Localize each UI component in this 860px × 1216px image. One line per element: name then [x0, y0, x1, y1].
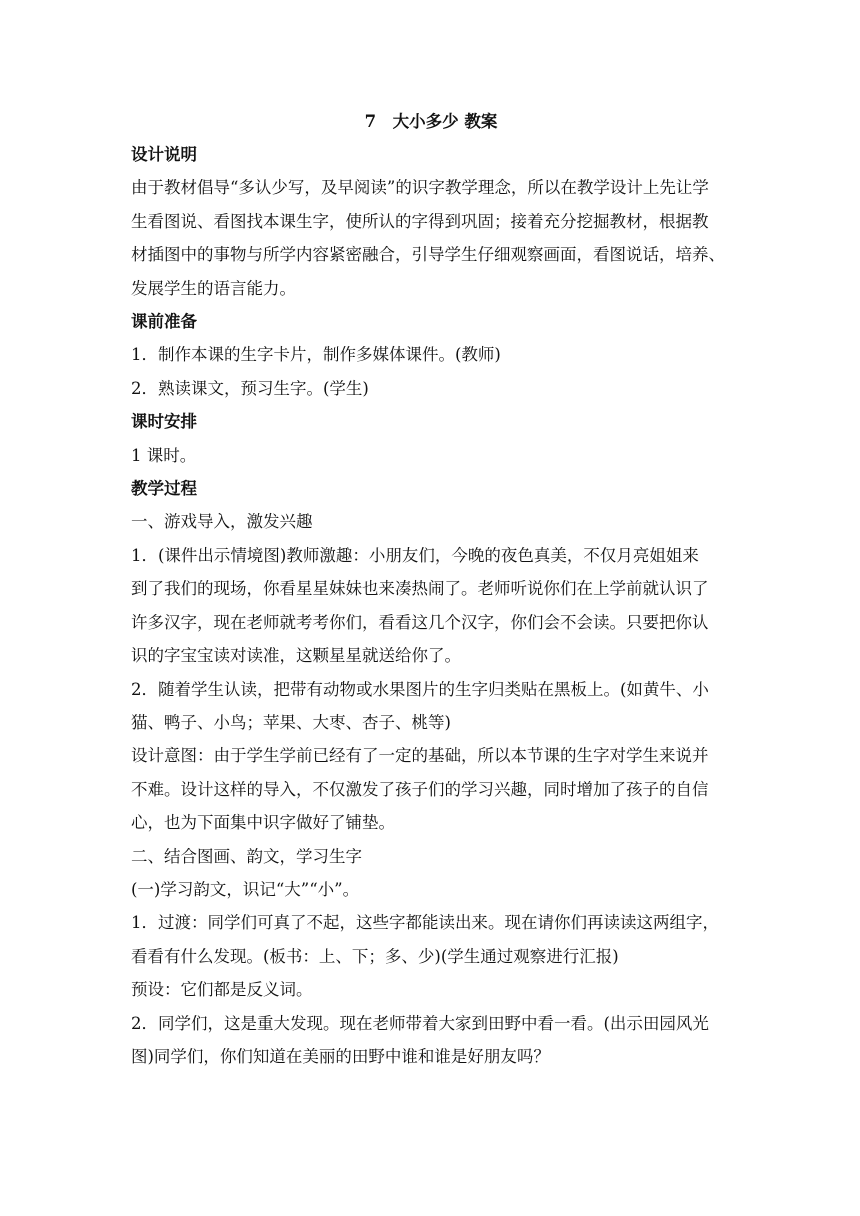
text-line: 1．过渡：同学们可真了不起，这些字都能读出来。现在请你们再读读这两组字， [131, 913, 719, 933]
text-line: 不难。设计这样的导入，不仅激发了孩子们的学习兴趣，同时增加了孩子的自信 [131, 779, 709, 799]
text-line: 生看图说、看图找本课生字，使所认的字得到巩固；接着充分挖掘教材，根据教 [131, 211, 709, 231]
text-line: 发展学生的语言能力。 [131, 278, 296, 298]
text-line: 到了我们的现场，你看星星妹妹也来凑热闹了。老师听说你们在上学前就认识了 [131, 579, 709, 599]
document-body [131, 138, 731, 1073]
text-line: 图)同学们，你们知道在美丽的田野中谁和谁是好朋友吗？ [131, 1046, 550, 1066]
text-line: 材插图中的事物与所学内容紧密融合，引导学生仔细观察画面，看图说话，培养、 [131, 245, 725, 265]
text-line: 二、结合图画、韵文，学习生字 [131, 846, 362, 866]
document-page [131, 106, 731, 1073]
text-line: 2．同学们，这是重大发现。现在老师带着大家到田野中看一看。(出示田园风光 [131, 1013, 709, 1033]
text-line: 识的字宝宝读对读准，这颗星星就送给你了。 [131, 646, 461, 666]
text-line: 2．随着学生认读，把带有动物或水果图片的生字归类贴在黑板上。(如黄牛、小 [131, 679, 709, 699]
text-line: 由于教材倡导“多认少写，及早阅读”的识字教学理念，所以在教学设计上先让学 [131, 178, 709, 198]
text-line: 1．(课件出示情境图)教师激趣：小朋友们，今晚的夜色真美，不仅月亮姐姐来 [131, 545, 699, 565]
section-heading: 课时安排 [131, 412, 197, 432]
text-line: 2．熟读课文，预习生字。(学生) [131, 378, 369, 398]
section-heading: 教学过程 [131, 479, 197, 499]
text-line: 心，也为下面集中识字做好了铺垫。 [131, 813, 395, 833]
text-line: 1 课时。 [131, 445, 197, 465]
text-line: 一、游戏导入，激发兴趣 [131, 512, 313, 532]
text-line: 许多汉字，现在老师就考考你们，看看这几个汉字，你们会不会读。只要把你认 [131, 612, 709, 632]
text-line: 设计意图：由于学生学前已经有了一定的基础，所以本节课的生字对学生来说并 [131, 746, 709, 766]
section-heading: 课前准备 [131, 312, 197, 332]
text-line: 1．制作本课的生字卡片，制作多媒体课件。(教师) [131, 345, 501, 365]
text-line: 猫、鸭子、小鸟；苹果、大枣、杏子、桃等) [131, 712, 451, 732]
text-line: (一)学习韵文，识记“大”“小”。 [131, 879, 360, 899]
text-line: 看看有什么发现。(板书：上、下；多、少)(学生通过观察进行汇报) [131, 946, 619, 966]
document-title: 7 大小多少 教案 [364, 112, 498, 131]
section-heading: 设计说明 [131, 145, 197, 164]
text-line: 预设：它们都是反义词。 [131, 980, 313, 1000]
